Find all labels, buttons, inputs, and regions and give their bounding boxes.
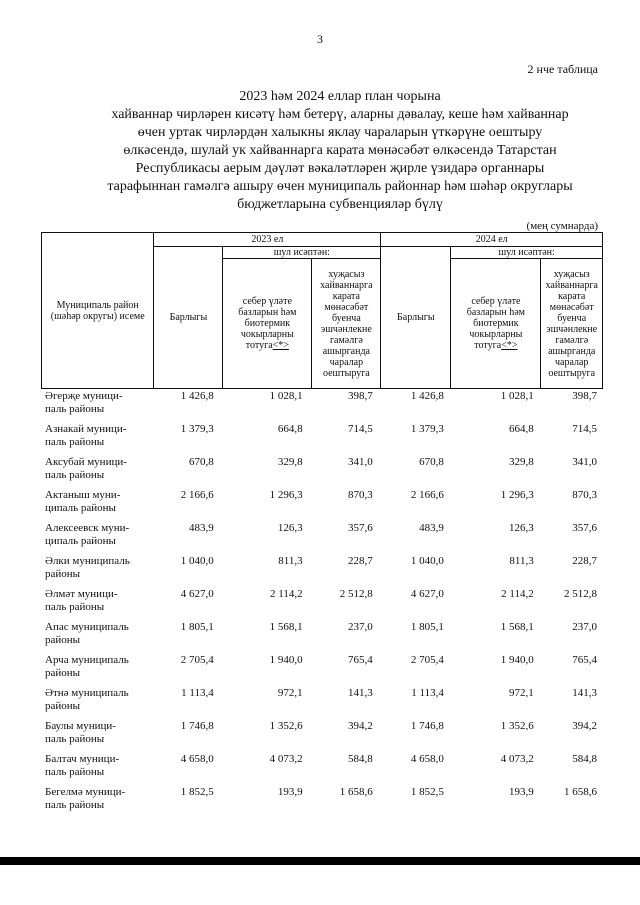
cell-anthrax-2024: 2 114,2 — [501, 588, 534, 600]
header-of-which-2023: шул исәптән: — [223, 247, 381, 259]
title-line: 2023 һәм 2024 еллар план чорына — [239, 89, 441, 104]
cell-total-2023: 1 113,4 — [181, 687, 214, 699]
cell-stray-2023: 141,3 — [348, 687, 373, 699]
header-year-2024: 2024 ел — [381, 233, 603, 247]
cell-stray-2023: 341,0 — [348, 456, 373, 468]
table-row — [41, 456, 603, 489]
header-year-2023: 2023 ел — [154, 233, 381, 247]
cell-anthrax-2023: 664,8 — [277, 423, 303, 435]
table-row — [41, 654, 603, 687]
municipality-name: Әлки муниципаль районы — [45, 555, 130, 580]
cell-stray-2024: 714,5 — [572, 423, 597, 435]
cell-stray-2024: 1 658,6 — [564, 786, 597, 798]
municipality-name: Арча муниципаль районы — [45, 654, 129, 679]
cell-anthrax-2023: 1 352,6 — [269, 720, 303, 732]
cell-total-2023: 1 040,0 — [180, 555, 214, 567]
cell-stray-2023: 228,7 — [348, 555, 373, 567]
table-row — [41, 555, 603, 588]
header-of-which-2024: шул исәптән: — [451, 247, 603, 259]
municipality-name: Апас муниципаль районы — [45, 621, 129, 646]
cell-total-2023: 1 746,8 — [180, 720, 214, 732]
cell-anthrax-2024: 126,3 — [509, 522, 534, 534]
page-number: 3 — [317, 32, 323, 46]
municipality-name: Әлмәт муници- паль районы — [45, 588, 118, 613]
cell-total-2024: 1 426,8 — [410, 390, 444, 402]
header-anthrax-2024 — [451, 259, 541, 389]
cell-total-2023: 1 852,5 — [180, 786, 214, 798]
cell-anthrax-2023: 1 568,1 — [269, 621, 303, 633]
title-line: тарафыннан гамәлгә ашыру өчен муниципаль районнар һәм шәһәр округлары — [107, 179, 573, 194]
cell-anthrax-2023: 1 028,1 — [269, 390, 303, 402]
table-row — [41, 423, 603, 456]
cell-total-2023: 4 658,0 — [180, 753, 214, 765]
cell-total-2024: 670,8 — [419, 456, 444, 468]
table-row — [41, 588, 603, 621]
cell-total-2023: 1 805,1 — [180, 621, 214, 633]
cell-anthrax-2023: 1 296,3 — [269, 489, 303, 501]
table-row — [41, 687, 603, 720]
cell-stray-2024: 398,7 — [572, 390, 597, 402]
cell-stray-2023: 584,8 — [348, 753, 373, 765]
cell-stray-2024: 394,2 — [572, 720, 597, 732]
cell-anthrax-2023: 193,9 — [277, 786, 303, 798]
table-body — [41, 390, 603, 819]
header-anthrax-text: себер үләте базларын һәм биотермик чокырларны тотуга — [238, 296, 297, 351]
title-line: өлкәсендә, шулай ук хайваннарга карата мөнәсәбәт өлкәсендә Татарстан — [123, 143, 557, 158]
municipality-name: Алексеевск муни- ципаль районы — [45, 522, 130, 547]
table-row — [41, 720, 603, 753]
cell-total-2023: 2 166,6 — [180, 489, 214, 501]
header-stray-animals-2024: хуҗасыз хайваннарга карата мөнәсәбәт буенча эшчәнлекне гамәлгә ашырганда чаралар оештыруга — [541, 259, 603, 389]
cell-anthrax-2023: 4 073,2 — [269, 753, 303, 765]
cell-stray-2023: 398,7 — [348, 390, 373, 402]
footnote-mark: <*> — [501, 340, 518, 351]
cell-anthrax-2024: 811,3 — [509, 555, 534, 567]
cell-stray-2024: 357,6 — [572, 522, 597, 534]
table-row — [41, 489, 603, 522]
header-total-2023: Барлыгы — [154, 247, 223, 389]
municipality-name: Аксубай муници- паль районы — [45, 456, 127, 481]
cell-total-2024: 2 705,4 — [410, 654, 444, 666]
cell-stray-2023: 1 658,6 — [339, 786, 373, 798]
header-municipality: Муниципаль район (шәһәр округы) исеме — [42, 233, 154, 389]
cell-anthrax-2024: 1 352,6 — [500, 720, 534, 732]
title-line: өчен уртак чирләрдән халыкны яклау чараларын үткәрүне оештыру — [137, 125, 543, 140]
cell-total-2024: 1 379,3 — [410, 423, 444, 435]
cell-total-2024: 1 113,4 — [411, 687, 444, 699]
cell-stray-2023: 765,4 — [348, 654, 373, 666]
cell-anthrax-2024: 664,8 — [509, 423, 534, 435]
cell-stray-2024: 341,0 — [572, 456, 597, 468]
table-row — [41, 522, 603, 555]
header-anthrax-2023 — [223, 259, 312, 389]
cell-anthrax-2024: 1 028,1 — [500, 390, 534, 402]
scan-border — [0, 857, 640, 865]
cell-stray-2024: 765,4 — [572, 654, 597, 666]
cell-stray-2023: 237,0 — [348, 621, 373, 633]
cell-anthrax-2023: 329,8 — [277, 456, 303, 468]
header-stray-animals-2023: хуҗасыз хайваннарга карата мөнәсәбәт буенча эшчәнлекне гамәлгә ашырганда чаралар оештыруга — [312, 259, 381, 389]
cell-stray-2023: 2 512,8 — [339, 588, 373, 600]
cell-total-2023: 1 426,8 — [180, 390, 214, 402]
header-total-2024: Барлыгы — [381, 247, 451, 389]
cell-total-2023: 4 627,0 — [180, 588, 214, 600]
cell-anthrax-2024: 1 568,1 — [500, 621, 534, 633]
table-label: 2 нче таблица — [527, 62, 598, 76]
cell-anthrax-2024: 972,1 — [509, 687, 534, 699]
title-line: бюджетларына субвенцияләр бүлү — [237, 197, 443, 212]
cell-total-2024: 4 627,0 — [410, 588, 444, 600]
cell-stray-2023: 714,5 — [348, 423, 373, 435]
cell-stray-2024: 584,8 — [572, 753, 597, 765]
cell-stray-2024: 2 512,8 — [564, 588, 597, 600]
cell-anthrax-2023: 126,3 — [277, 522, 303, 534]
municipality-name: Бегелмә муници- паль районы — [45, 786, 126, 811]
cell-total-2024: 1 852,5 — [410, 786, 444, 798]
table-row — [41, 753, 603, 786]
unit-label: (мең сумнарда) — [526, 220, 598, 232]
cell-stray-2024: 870,3 — [572, 489, 597, 501]
cell-total-2023: 1 379,3 — [180, 423, 214, 435]
table-row — [41, 390, 603, 423]
cell-stray-2023: 870,3 — [348, 489, 373, 501]
table-header — [41, 232, 603, 389]
header-anthrax-text: себер үләте базларын һәм биотермик чокырларны тотуга — [466, 296, 525, 351]
footnote-mark: <*> — [272, 340, 289, 351]
cell-total-2024: 4 658,0 — [410, 753, 444, 765]
cell-total-2023: 483,9 — [188, 522, 214, 534]
cell-anthrax-2023: 811,3 — [278, 555, 303, 567]
municipality-name: Балтач муници- паль районы — [45, 753, 120, 778]
cell-anthrax-2023: 2 114,2 — [270, 588, 303, 600]
cell-anthrax-2023: 1 940,0 — [269, 654, 303, 666]
municipality-name: Әгерҗе муници- паль районы — [45, 390, 123, 415]
cell-total-2024: 483,9 — [419, 522, 444, 534]
cell-stray-2024: 228,7 — [572, 555, 597, 567]
cell-stray-2024: 237,0 — [572, 621, 597, 633]
cell-anthrax-2024: 4 073,2 — [500, 753, 534, 765]
cell-stray-2024: 141,3 — [572, 687, 597, 699]
document-title — [70, 88, 610, 214]
municipality-name: Актаныш муни- ципаль районы — [45, 489, 121, 514]
table-row — [41, 621, 603, 654]
cell-total-2024: 1 040,0 — [410, 555, 444, 567]
cell-total-2024: 1 746,8 — [410, 720, 444, 732]
cell-total-2023: 2 705,4 — [180, 654, 214, 666]
title-line: Республикасы аерым дәүләт вәкаләтләрен җирле үзидарә органнары — [135, 161, 545, 176]
cell-anthrax-2024: 193,9 — [509, 786, 534, 798]
cell-anthrax-2024: 1 296,3 — [500, 489, 534, 501]
municipality-name: Азнакай муници- паль районы — [45, 423, 127, 448]
municipality-name: Әтнә муниципаль районы — [45, 687, 129, 712]
cell-total-2023: 670,8 — [188, 456, 214, 468]
cell-anthrax-2023: 972,1 — [277, 687, 303, 699]
cell-stray-2023: 394,2 — [348, 720, 373, 732]
cell-total-2024: 1 805,1 — [410, 621, 444, 633]
cell-anthrax-2024: 329,8 — [509, 456, 534, 468]
table-row — [41, 786, 603, 819]
cell-anthrax-2024: 1 940,0 — [500, 654, 534, 666]
cell-total-2024: 2 166,6 — [410, 489, 444, 501]
cell-stray-2023: 357,6 — [348, 522, 373, 534]
title-line: хайваннар чирләрен кисәтү һәм бетерү, аларны дәвалау, кеше һәм хайваннар — [111, 107, 569, 122]
municipality-name: Баулы муници- паль районы — [45, 720, 116, 745]
